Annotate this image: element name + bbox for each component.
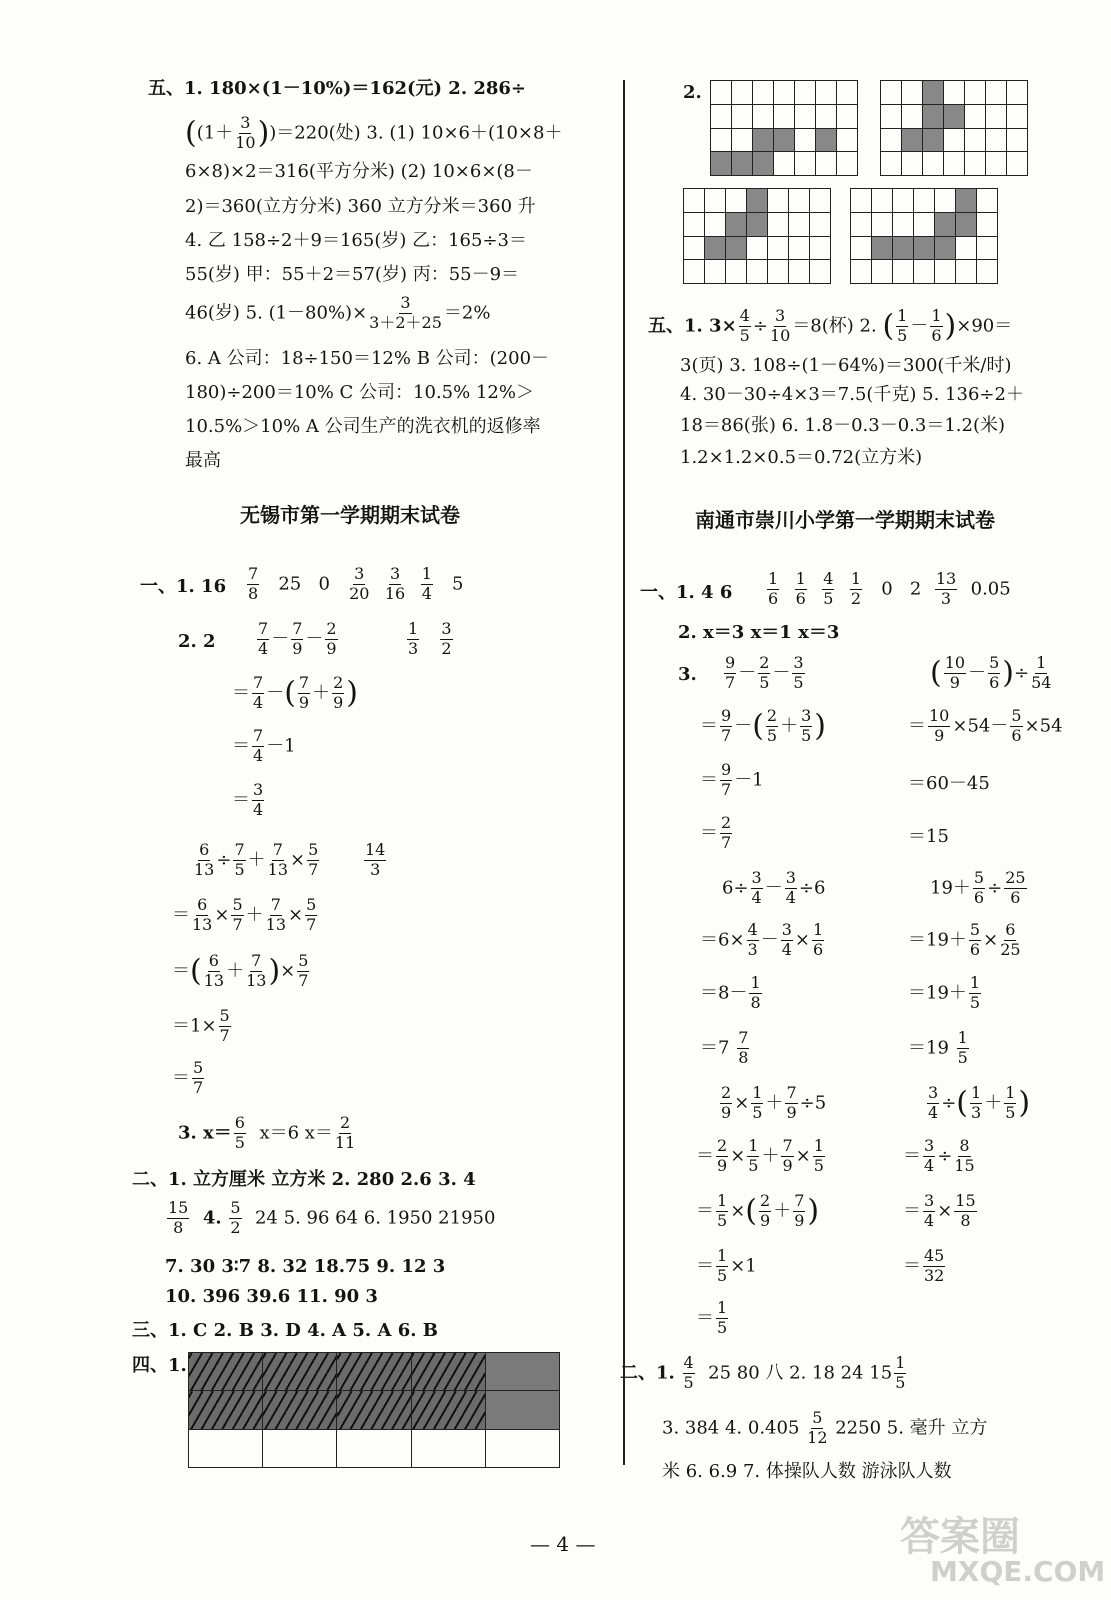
left-section-title: 无锡市第一学期期末试卷 [240, 503, 460, 527]
text: ＝8－ [700, 982, 748, 1004]
left-s5-line2: ((1＋ $\frac{3}{10}$ ))＝220(处) 3. (1) 10×6＋(10×8＋ [185, 113, 563, 152]
value: 5 [452, 573, 464, 595]
calc-f-step2: ＝ $\frac{3}{4}$ × $\frac{15}{8}$ [903, 1191, 976, 1230]
left-s5-line5: 4. 乙 158÷2＋9＝165(岁) 乙：165÷3＝ [185, 230, 527, 251]
calc-d-step1: ＝19＋ $\frac{5}{6}$ × $\frac{6}{25}$ [908, 920, 1021, 959]
shape-grid-3 [683, 188, 831, 284]
text: 46(岁) 5. (1－80%)× [185, 302, 368, 324]
calc-f-step1: ＝ $\frac{3}{4}$ ÷ $\frac{8}{15}$ [903, 1136, 975, 1175]
calc-b-step1: ＝ $\frac{10}{9}$ ×54－ $\frac{5}{6}$ ×54 [908, 706, 1063, 745]
right-s1-q1: 一、1. 4 6 [640, 582, 733, 603]
calc-a-expr: $\frac{9}{7}$ － $\frac{2}{5}$ － $\frac{3}{5}$ [725, 653, 804, 692]
left-s4: 四、1. [132, 1355, 187, 1376]
left-s1-q2-step2: ＝ $\frac{7}{4}$ －1 [232, 726, 296, 765]
left-s5-line8: 6. A 公司：18÷150＝12% B 公司：(200－ [185, 348, 550, 369]
left-s1-q1: 一、1. 16 [140, 576, 227, 597]
text: ＝2% [443, 302, 491, 324]
value: 2 [909, 578, 922, 600]
left-s2-line4: 10. 396 39.6 11. 90 3 [165, 1286, 378, 1307]
hatched-grid [188, 1352, 560, 1468]
value: 0 [881, 578, 893, 600]
text: ÷ [752, 315, 768, 337]
left-s1-q1-items [245, 566, 464, 603]
text: ×1 [730, 1255, 757, 1277]
left-s5-line1: 五、1. 180×(1－10%)＝162(元) 2. 286÷ [148, 78, 527, 99]
text: 二、1. [620, 1362, 675, 1384]
left-s1-q3: 3. x＝ $\frac{6}{5}$ x＝6 x＝ $\frac{2}{11}$ [178, 1113, 356, 1152]
text: ＝19＋ [908, 982, 967, 1004]
text: ×90＝ [956, 315, 1013, 337]
right-s5-line1: 五、1. 3× $\frac{4}{5}$ ÷ $\frac{3}{10}$ ＝8(杯) 2. ( $\frac{1}{5}$ － $\frac{1}{6}$ )×90＝ [648, 306, 1013, 345]
shape-grid-2 [880, 80, 1028, 176]
calc-b-expr: ( $\frac{10}{9}$ － $\frac{5}{6}$ )÷ $\frac{1}{54}$ [930, 653, 1052, 692]
left-s1-e2: $\frac{6}{13}$ ÷ $\frac{7}{5}$ ＋ $\frac{7}{13}$ × $\frac{5}{7}$ [194, 840, 319, 879]
text: 3. 384 4. 0.405 [662, 1417, 800, 1439]
left-s1-e2-step2: ＝( $\frac{6}{13}$ ＋ $\frac{7}{13}$ )× $\frac{5}{7}$ [172, 951, 309, 990]
right-q2-label: 2. [683, 82, 702, 103]
left-s3: 三、1. C 2. B 3. D 4. A 5. A 6. B [132, 1320, 438, 1341]
left-s5-line7 [185, 295, 490, 332]
calc-a-step2: ＝ $\frac{9}{7}$ －1 [700, 760, 764, 799]
left-s2-line2: $\frac{15}{8}$ 4. $\frac{5}{2}$ 24 5. 96 64 6. 1950 21950 [168, 1198, 496, 1237]
value: 0 [318, 573, 330, 595]
right-s1-q1-items: $\frac{1}{6}$ $\frac{1}{6}$ $\frac{4}{5}$ $\frac{1}{2}$ 0 2 $\frac{13}{3}$ 0.05 [768, 569, 1011, 608]
text: x＝6 x＝ [259, 1122, 333, 1144]
right-s5-line2: 3(页) 3. 108÷(1－64%)＝300(千米/时) [680, 355, 1012, 376]
right-s5-line4: 18＝86(张) 6. 1.8－0.3－0.3＝1.2(米) [680, 415, 1006, 436]
left-s2-line1: 二、1. 立方厘米 立方米 2. 280 2.6 3. 4 [132, 1169, 476, 1190]
left-s5-line10: 10.5%＞10% A 公司生产的洗衣机的返修率 [185, 416, 541, 437]
calc-b-step2: ＝60－45 [908, 773, 990, 794]
calc-d-step3: ＝19 $\frac{1}{5}$ [908, 1028, 968, 1067]
shape-grid-4 [850, 188, 998, 284]
left-s2-line3: 7. 30 3∶7 8. 32 18.75 9. 12 3 [165, 1256, 446, 1277]
right-section-title: 南通市崇川小学第一学期期末试卷 [695, 508, 995, 532]
value: 25 [278, 573, 302, 595]
right-s1-q3: 3. [678, 664, 697, 685]
left-s1-e2-step3: ＝1× $\frac{5}{7}$ [172, 1006, 230, 1045]
watermark-url: MXQE.COM [930, 1555, 1106, 1588]
right-s5-line5: 1.2×1.2×0.5＝0.72(立方米) [680, 447, 923, 468]
left-s1-e2-side: $\frac{14}{3}$ [365, 840, 386, 879]
right-s2-line1: 二、1. $\frac{4}{5}$ 25 80 八 2. 18 24 15 $\frac{1}{5}$ [620, 1353, 906, 1392]
text: 3. x＝ [178, 1122, 232, 1144]
left-s1-q2: 2. 2 [178, 631, 216, 652]
left-s5-line6: 55(岁) 甲：55＋2＝57(岁) 丙：55－9＝ [185, 264, 520, 285]
calc-e-step3: ＝ $\frac{1}{5}$ ×1 [696, 1246, 757, 1285]
text: 24 5. 96 64 6. 1950 21950 [254, 1207, 496, 1229]
left-s5-line11: 最高 [185, 450, 221, 471]
calc-b-step3: ＝15 [908, 826, 949, 847]
text: ＝19 [908, 1037, 949, 1059]
text: (1＋ [196, 122, 234, 144]
fraction: $\frac{1}{4}$ [421, 564, 432, 603]
fraction: $\frac{7}{8}$ [248, 564, 259, 603]
text: ＝7 [700, 1037, 730, 1059]
left-s1-e2-step4: ＝ $\frac{5}{7}$ [172, 1058, 204, 1097]
right-s2-line2: 3. 384 4. 0.405 $\frac{5}{12}$ 2250 5. 毫升 立方 [662, 1408, 988, 1447]
calc-c-step2: ＝8－ $\frac{1}{8}$ [700, 973, 761, 1012]
right-s1-q2: 2. x＝3 x＝1 x＝3 [678, 622, 840, 643]
calc-e-step1: ＝ $\frac{2}{9}$ × $\frac{1}{5}$ ＋ $\frac{7}{9}$ × $\frac{1}{5}$ [696, 1136, 824, 1175]
calc-f-expr: $\frac{3}{4}$ ÷( $\frac{1}{3}$ ＋ $\frac{1}{5}$ ) [928, 1083, 1031, 1122]
left-s5-line4: 2)＝360(立方分米) 360 立方分米＝360 升 [185, 196, 536, 217]
calc-c-step1: ＝6× $\frac{4}{3}$ － $\frac{3}{4}$ × $\frac{1}{6}$ [700, 920, 824, 959]
calc-e-step4: ＝ $\frac{1}{5}$ [696, 1298, 728, 1337]
shape-grid-1 [710, 80, 858, 176]
left-s1-q2-expr: $\frac{7}{4}$ － $\frac{7}{9}$ － $\frac{2}{9}$ [258, 619, 337, 658]
value: 0.05 [970, 578, 1011, 600]
fraction: $\frac{3}{10}$ [235, 113, 256, 152]
calc-a-step1: ＝ $\frac{9}{7}$ －( $\frac{2}{5}$ ＋ $\frac{3}{5}$ ) [700, 706, 826, 745]
text: 五、1. 3× [648, 315, 737, 337]
text: 4. [202, 1207, 222, 1229]
calc-e-expr: $\frac{2}{9}$ × $\frac{1}{5}$ ＋ $\frac{7}{9}$ ÷5 [721, 1083, 827, 1122]
fraction: $\frac{3}{16}$ [384, 564, 406, 603]
calc-f-step3: ＝ $\frac{45}{32}$ [903, 1246, 945, 1285]
fraction: $\frac{3}{3+2+25}$ [369, 293, 442, 332]
column-divider [623, 80, 625, 1465]
fraction: $\frac{3}{20}$ [349, 564, 370, 603]
calc-c-expr: 6÷ $\frac{3}{4}$ － $\frac{3}{4}$ ÷6 [722, 868, 826, 907]
text: ＝8(杯) 2. [792, 315, 877, 337]
calc-e-step2: ＝ $\frac{1}{5}$ ×( $\frac{2}{9}$ ＋ $\frac{7}{9}$ ) [696, 1191, 820, 1230]
left-s1-q2-step1: ＝ $\frac{7}{4}$ －( $\frac{7}{9}$ ＋ $\frac{2}{9}$ ) [232, 673, 358, 712]
page-number: — 4 — [530, 1532, 596, 1556]
text: 2250 5. 毫升 立方 [835, 1417, 988, 1439]
left-s1-q2-step3: ＝ $\frac{3}{4}$ [232, 780, 264, 819]
right-s5-line3: 4. 30－30÷4×3＝7.5(千克) 5. 136÷2＋ [680, 384, 1024, 405]
calc-c-step3: ＝7 $\frac{7}{8}$ [700, 1028, 749, 1067]
left-s1-e2-step1: ＝ $\frac{6}{13}$ × $\frac{5}{7}$ ＋ $\frac{7}{13}$ × $\frac{5}{7}$ [172, 895, 317, 934]
text: 25 80 八 2. 18 24 15 [708, 1362, 893, 1384]
right-s2-line3: 米 6. 6.9 7. 体操队人数 游泳队人数 [662, 1461, 952, 1482]
text: )＝220(处) 3. (1) 10×6＋(10×8＋ [269, 122, 563, 144]
calc-a-step3: ＝ $\frac{2}{7}$ [700, 813, 732, 852]
calc-d-step2: ＝19＋ $\frac{1}{5}$ [908, 973, 981, 1012]
left-s1-q2-side: $\frac{1}{3}$ $\frac{3}{2}$ [408, 619, 452, 658]
left-s5-line9: 180)÷200＝10% C 公司：10.5% 12%＞ [185, 382, 534, 403]
watermark-logo: 答案圈 [900, 1514, 1020, 1560]
left-s5-line3: 6×8)×2＝316(平方分米) (2) 10×6×(8－ [185, 161, 533, 182]
calc-d-expr: 19＋ $\frac{5}{6}$ ÷ $\frac{25}{6}$ [930, 868, 1026, 907]
